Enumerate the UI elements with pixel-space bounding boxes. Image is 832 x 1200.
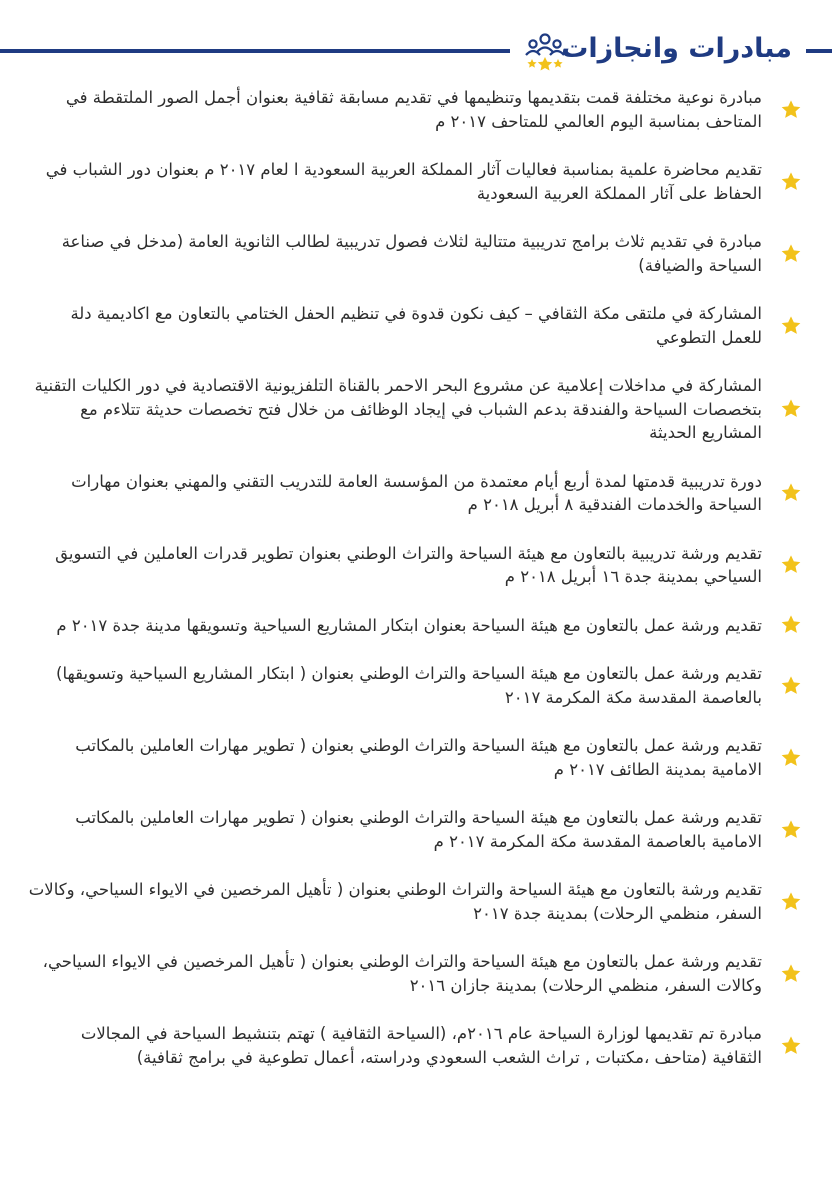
star-icon — [780, 398, 802, 420]
star-icon — [780, 747, 802, 769]
list-item — [0, 662, 832, 709]
list-item-text: تقديم ورشة تدريبية بالتعاون مع هيئة السياحة والتراث الوطني بعنوان تطوير قدرات العاملين في التسويق السياحي بمدينة جدة ١٦ أبريل ٢٠١٨ م — [55, 543, 762, 586]
star-icon — [780, 482, 802, 504]
list-item-text: تقديم ورشة عمل بالتعاون مع هيئة السياحة والتراث الوطني بعنوان ( تأهيل المرخصين في الايواء السياحي، وكالات السفر، منظمي الرحلات) بمدينة جازان ٢٠١٦ — [42, 952, 762, 995]
list-item-text: مبادرة في تقديم ثلاث برامج تدريبية متتالية لثلاث فصول تدريبية لطالب الثانوية العامة (مدخل في صناعة السياحة والضيافة) — [61, 232, 762, 275]
list-item-text: تقديم ورشة عمل بالتعاون مع هيئة السياحة بعنوان ابتكار المشاريع السياحية وتسويقها مدينة جدة ٢٠١٧ م — [56, 615, 762, 635]
list-item — [0, 950, 832, 997]
list-item — [0, 878, 832, 925]
list-item-text: تقديم ورشة عمل بالتعاون مع هيئة السياحة والتراث الوطني بعنوان ( ابتكار المشاريع السياحية وتسويقها) بالعاصمة المقدسة مكة المكرمة ٢٠١٧ — [56, 664, 762, 707]
star-icon — [780, 614, 802, 636]
star-icon — [780, 315, 802, 337]
star-icon — [780, 819, 802, 841]
list-item — [0, 86, 832, 133]
list-item — [0, 806, 832, 853]
list-item-text: مبادرة نوعية مختلفة قمت بتقديمها وتنظيمها في تقديم مسابقة ثقافية بعنوان أجمل الصور الملتقطة في المتاحف بمناسبة اليوم العالمي للمتاحف ٢٠١٧ م — [65, 88, 762, 131]
list-item — [0, 614, 832, 638]
list-item — [0, 542, 832, 589]
list-item-text: مبادرة تم تقديمها لوزارة السياحة عام ٢٠١٦م، (السياحة الثقافية ) تهتم بتنشيط السياحة في المجالات الثقافية (متاحف ،مكتبات , تراث الشعب السعودي ودراسته، أعمال تطوعية في برامج ثقافية) — [80, 1024, 762, 1067]
list-item-text: تقديم ورشة عمل بالتعاون مع هيئة السياحة والتراث الوطني بعنوان ( تطوير مهارات العاملين بالمكاتب الامامية بالعاصمة المقدسة مكة المكرمة ٢٠١٧ م — [75, 808, 762, 851]
star-icon — [780, 243, 802, 265]
star-icon — [780, 891, 802, 913]
list-item-text: تقديم ورشة عمل بالتعاون مع هيئة السياحة والتراث الوطني بعنوان ( تطوير مهارات العاملين بالمكاتب الامامية بمدينة الطائف ٢٠١٧ م — [75, 736, 762, 779]
list-item-text: المشاركة في مداخلات إعلامية عن مشروع البحر الاحمر بالقناة التلفزيونية الاقتصادية في دور الكليات التقنية بتخصصات السياحة والفندقة بدعم الشباب في إيجاد الوظائف من خلال فتح تخصصات حديثة تتلاءم مع المشاريع الحديثة — [34, 376, 762, 442]
list-item-text: تقديم محاضرة علمية بمناسبة فعاليات آثار المملكة العربية السعودية ا لعام ٢٠١٧ م بعنوان دور الشباب في الحفاظ على آثار المملكة العربية السعودية — [45, 160, 762, 203]
list-item — [0, 734, 832, 781]
page-title: مبادرات وانجازات — [561, 33, 792, 64]
achievements-list — [0, 86, 832, 1094]
star-icon — [780, 963, 802, 985]
list-item — [0, 158, 832, 205]
list-item — [0, 1022, 832, 1069]
star-icon — [780, 554, 802, 576]
list-item-text: دورة تدريبية قدمتها لمدة أربع أيام معتمدة من المؤسسة العامة للتدريب التقني والمهني بعنوان مهارات السياحة والخدمات الفندقية ٨ أبريل ٢٠١٨ م — [71, 471, 762, 514]
page-header — [0, 26, 832, 82]
header-rule-right — [806, 49, 832, 53]
list-item — [0, 470, 832, 517]
star-icon — [780, 99, 802, 121]
list-item-text: المشاركة في ملتقى مكة الثقافي – كيف نكون قدوة في تنظيم الحفل الختامي بالتعاون مع اكاديمية دلة للعمل التطوعي — [70, 304, 762, 347]
star-icon — [780, 675, 802, 697]
list-item — [0, 302, 832, 349]
star-icon — [780, 171, 802, 193]
header-rule-left — [0, 49, 510, 53]
list-item — [0, 230, 832, 277]
star-icon — [780, 1035, 802, 1057]
list-item — [0, 374, 832, 445]
list-item-text: تقديم ورشة بالتعاون مع هيئة السياحة والتراث الوطني بعنوان ( تأهيل المرخصين في الايواء السياحي، وكالات السفر، منظمي الرحلات) بمدينة جدة ٢٠١٧ — [28, 880, 762, 923]
